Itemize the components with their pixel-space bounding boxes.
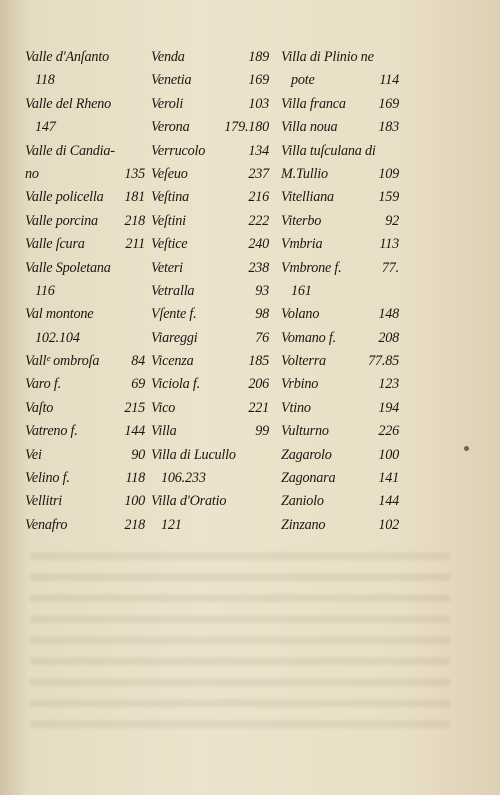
index-entry: Viareggi (151, 329, 198, 346)
page-number: 118 (35, 72, 55, 89)
index-entry: Vitelliana (281, 189, 334, 206)
index-entry: Velino f. (25, 470, 70, 487)
page-number: 99 (255, 423, 269, 440)
index-entry: M.Tullio (281, 165, 328, 182)
index-entry: Villa di Plinio ne (281, 49, 374, 65)
index-entry: Valle del Rheno (25, 95, 112, 112)
index-entry: Vico (151, 399, 176, 416)
paper-spot (464, 446, 469, 451)
index-entry: Villa franca (281, 95, 346, 112)
page-number: 169 (248, 72, 269, 89)
index-line (281, 140, 403, 163)
index-line (151, 116, 273, 139)
page-number: 222 (248, 212, 269, 229)
index-entry: Verona (151, 119, 190, 136)
index-line (281, 467, 403, 490)
page-number: 69 (131, 376, 145, 393)
index-entry: Val montone (25, 306, 94, 323)
index-line (151, 444, 273, 467)
index-entry: Vaſto (25, 399, 54, 416)
page-number: 144 (124, 423, 145, 440)
page-number: 185 (248, 353, 269, 370)
page-number: 106.233 (161, 470, 206, 487)
index-line (281, 210, 403, 233)
index-entry: Vatreno f. (25, 423, 78, 440)
index-entry: Valle di Candia- (25, 142, 115, 159)
index-entry: Zagarolo (281, 446, 332, 463)
page-number: 240 (248, 236, 269, 253)
index-entry: Vſente f. (151, 306, 197, 323)
index-line (25, 327, 147, 350)
index-line (25, 490, 147, 513)
index-entry: Villa noua (281, 119, 338, 136)
page-number: 147 (35, 119, 56, 136)
index-line (25, 444, 147, 467)
page-number: 183 (378, 119, 399, 136)
page-number: 161 (291, 282, 312, 299)
index-line (151, 397, 273, 420)
index-entry: Valle d'Anſanto (25, 49, 109, 65)
page-number: 216 (248, 189, 269, 206)
index-entry: pote (291, 72, 315, 89)
index-line (25, 373, 147, 396)
page-number: 100 (378, 446, 399, 463)
page-number: 123 (378, 376, 399, 393)
index-line (25, 116, 147, 139)
index-line (151, 140, 273, 163)
index-entry: Vmbria (281, 236, 323, 253)
index-column-2 (151, 46, 273, 537)
page-number: 77. (381, 259, 399, 276)
page-number: 76 (255, 329, 269, 346)
page-number: 90 (131, 446, 145, 463)
index-entry: Villa di Lucullo (151, 446, 236, 463)
index-line (25, 280, 147, 303)
page-number: 159 (378, 189, 399, 206)
index-line (25, 467, 147, 490)
index-line (151, 303, 273, 326)
page-number: 84 (131, 353, 145, 370)
index-line (25, 233, 147, 256)
index-entry: Villa d'Oratio (151, 493, 227, 510)
page-number: 116 (35, 282, 55, 299)
index-line (281, 303, 403, 326)
page-number: 103 (248, 95, 269, 112)
page-number: 92 (385, 212, 399, 229)
index-entry: Zinzano (281, 516, 326, 533)
index-line (151, 514, 273, 537)
index-line (151, 93, 273, 116)
index-line (281, 444, 403, 467)
index-line (25, 514, 147, 537)
index-entry: Veſeuo (151, 165, 188, 182)
index-entry: Verrucolo (151, 142, 206, 159)
page-number: 100 (124, 493, 145, 510)
page-number: 102 (378, 516, 399, 533)
index-line (281, 116, 403, 139)
index-line (281, 490, 403, 513)
index-entry: Vallᵉ ombroſa (25, 353, 100, 370)
page-number: 121 (161, 516, 182, 533)
index-entry: Valle policella (25, 189, 104, 206)
index-entry: Valle Spoletana (25, 259, 111, 276)
page-number: 215 (124, 399, 145, 416)
page-number: 144 (378, 493, 399, 510)
index-column-1 (25, 46, 147, 537)
index-line (25, 46, 147, 69)
index-entry: Vrbino (281, 376, 319, 393)
index-line (25, 69, 147, 92)
index-line (281, 233, 403, 256)
page-number: 77.85 (368, 353, 399, 370)
page-number: 238 (248, 259, 269, 276)
page-number: 141 (378, 470, 399, 487)
index-line (151, 186, 273, 209)
page-number: 208 (378, 329, 399, 346)
index-line (151, 257, 273, 280)
page-number: 93 (255, 282, 269, 299)
index-line (151, 69, 273, 92)
page-number: 135 (124, 165, 145, 182)
index-entry: Vicenza (151, 353, 194, 370)
index-entry: Veteri (151, 259, 183, 276)
page-number: 109 (378, 165, 399, 182)
page-number: 148 (378, 306, 399, 323)
page-number: 226 (378, 423, 399, 440)
index-line (281, 327, 403, 350)
index-entry: Valle porcina (25, 212, 98, 229)
index-entry: Volano (281, 306, 320, 323)
page-number: 118 (125, 470, 145, 487)
index-line (25, 210, 147, 233)
index-line (25, 186, 147, 209)
index-entry: Zaniolo (281, 493, 324, 510)
index-line (151, 490, 273, 513)
index-line (281, 186, 403, 209)
index-line (25, 140, 147, 163)
index-entry: Villa tuſculana di (281, 142, 376, 159)
index-entry: no (25, 165, 39, 182)
index-entry: Venafro (25, 516, 68, 533)
index-entry: Vellitri (25, 493, 63, 510)
index-line (25, 93, 147, 116)
page-number: 169 (378, 95, 399, 112)
index-entry: Volterra (281, 353, 326, 370)
index-line (281, 46, 403, 69)
index-entry: Venda (151, 49, 185, 65)
page-number: 211 (125, 236, 145, 253)
page-number: 179.180 (224, 119, 269, 136)
page-number: 237 (248, 165, 269, 182)
index-line (25, 303, 147, 326)
index-entry: Venetia (151, 72, 192, 89)
index-line (151, 350, 273, 373)
index-line (151, 46, 273, 69)
index-line (281, 350, 403, 373)
index-line (281, 257, 403, 280)
page-number: 102.104 (35, 329, 80, 346)
index-line (151, 280, 273, 303)
index-line (151, 210, 273, 233)
index-line (25, 397, 147, 420)
page-number: 134 (248, 142, 269, 159)
index-entry: Vulturno (281, 423, 329, 440)
page-number: 98 (255, 306, 269, 323)
index-entry: Zagonara (281, 470, 336, 487)
index-line (151, 420, 273, 443)
index-line (281, 420, 403, 443)
index-entry: Veſtina (151, 189, 190, 206)
index-entry: Veroli (151, 95, 184, 112)
index-line (25, 420, 147, 443)
page-number: 218 (124, 212, 145, 229)
index-line (151, 327, 273, 350)
index-line (281, 280, 403, 303)
page-number: 114 (379, 72, 399, 89)
index-entry: Vtino (281, 399, 311, 416)
index-line (25, 257, 147, 280)
index-line (151, 373, 273, 396)
index-column-3 (281, 46, 403, 537)
index-entry: Vei (25, 446, 42, 463)
index-entry: Vmbrone f. (281, 259, 342, 276)
index-line (25, 163, 147, 186)
page-number: 221 (248, 399, 269, 416)
page-number: 189 (248, 49, 269, 65)
index-line (281, 373, 403, 396)
page-number: 181 (124, 189, 145, 206)
index-entry: Veſtice (151, 236, 188, 253)
index-entry: Vomano f. (281, 329, 336, 346)
index-line (281, 163, 403, 186)
index-line (25, 350, 147, 373)
index-line (151, 467, 273, 490)
page-number: 194 (378, 399, 399, 416)
index-entry: Viciola f. (151, 376, 200, 393)
index-entry: Veſtini (151, 212, 186, 229)
index-line (281, 93, 403, 116)
index-line (281, 69, 403, 92)
index-line (281, 397, 403, 420)
index-line (151, 163, 273, 186)
index-entry: Vetralla (151, 282, 195, 299)
index-line (151, 233, 273, 256)
index-entry: Villa (151, 423, 177, 440)
index-line (281, 514, 403, 537)
bleed-through-text (30, 540, 450, 740)
index-entry: Valle ſcura (25, 236, 85, 253)
index-entry: Varo f. (25, 376, 61, 393)
index-entry: Viterbo (281, 212, 322, 229)
page-number: 218 (124, 516, 145, 533)
page-number: 206 (248, 376, 269, 393)
page-number: 113 (379, 236, 399, 253)
